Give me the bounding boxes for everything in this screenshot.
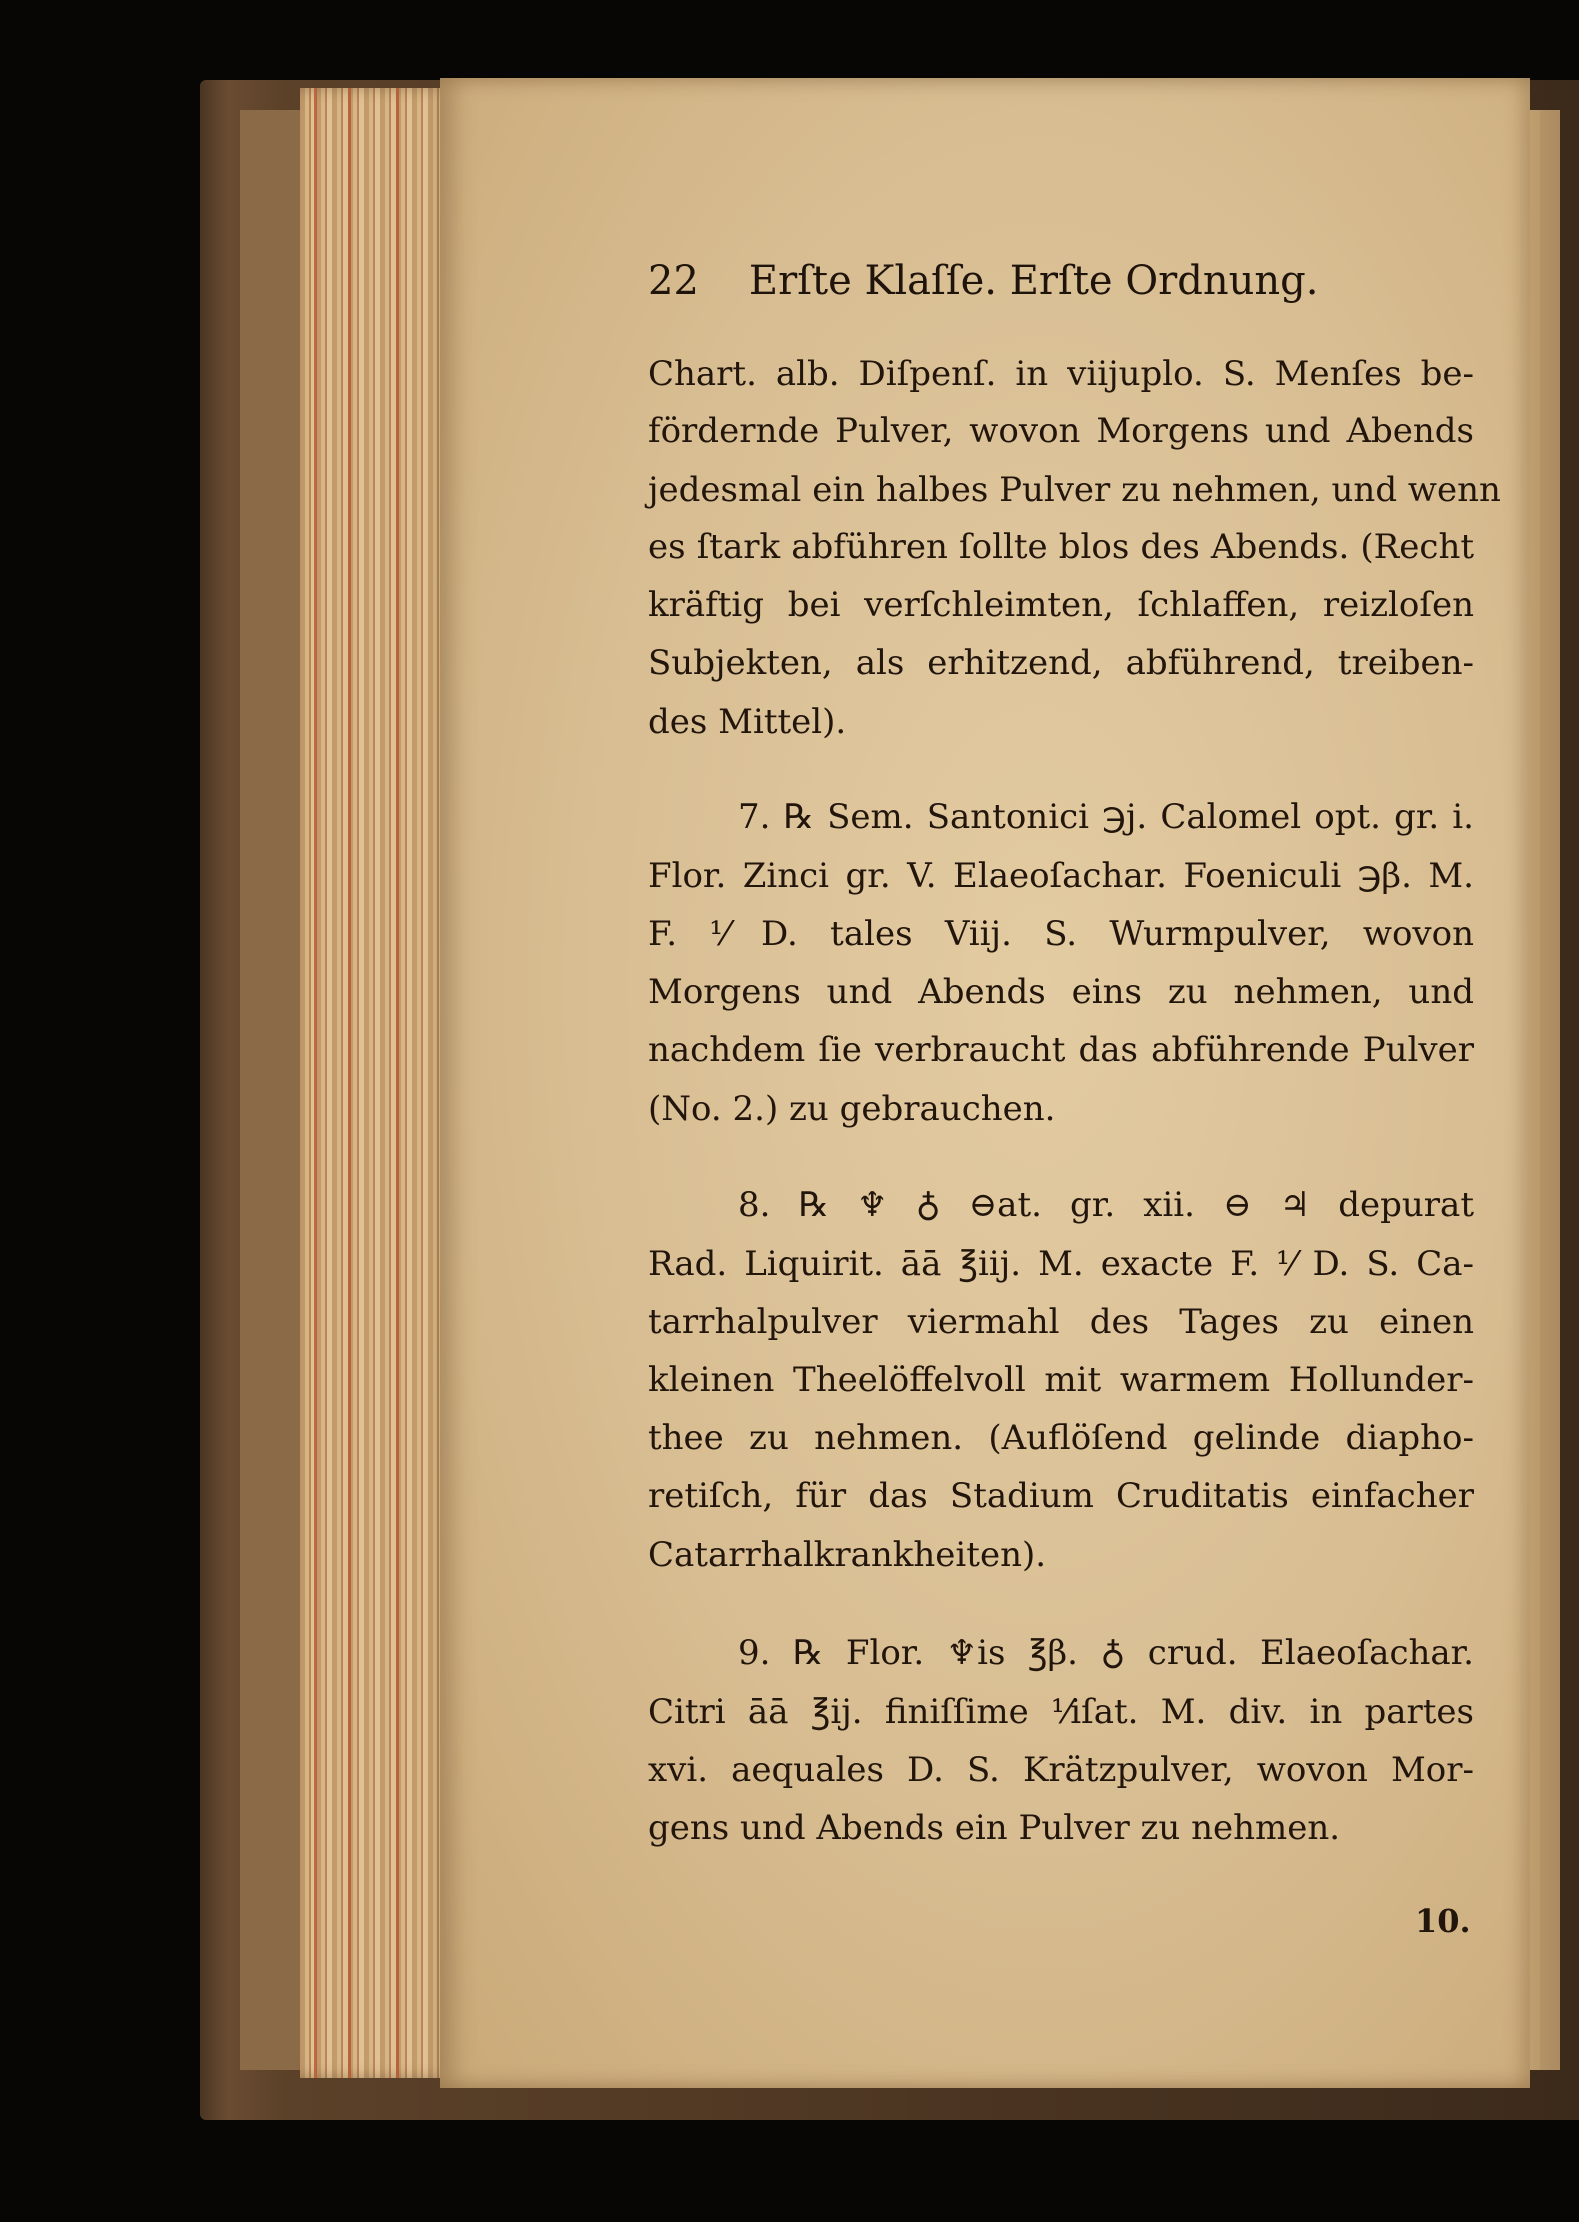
text-line: fördernde Pulver, wovon Morgens und Abends (648, 411, 1474, 451)
text-line: Catarrhalkrankheiten). (648, 1535, 1047, 1575)
text-line: Chart. alb. Diſpenſ. in viijuplo. S. Menſes be- (648, 354, 1474, 394)
running-head-title: Erſte Klaſſe. Erſte Ordnung. (748, 258, 1319, 304)
text-line: Subjekten, als erhitzend, abführend, treiben- (648, 643, 1474, 683)
page-edge-line (348, 88, 351, 2078)
text-line: xvi. aequales D. S. Krätzpulver, wovon Mor- (648, 1750, 1474, 1790)
text-line: 9. ℞ Flor. ♆is ℥β. ♁ crud. Elaeoſachar. (738, 1633, 1474, 1673)
text-line: gens und Abends ein Pulver zu nehmen. (648, 1808, 1341, 1848)
page-number: 22 (648, 258, 699, 304)
running-header (648, 258, 1348, 304)
text-line: 8. ℞ ♆ ♁ ⊖at. gr. xii. ⊖ ♃ depurat (738, 1185, 1474, 1225)
text-line: tarrhalpulver viermahl des Tages zu einen (648, 1302, 1474, 1342)
page-edges (300, 88, 450, 2078)
text-line: Flor. Zinci gr. V. Elaeoſachar. Foeniculi ℈β. M. (648, 856, 1474, 896)
page-edge-line (396, 88, 399, 2078)
text-line: thee zu nehmen. (Auflöſend gelinde diapho- (648, 1418, 1474, 1458)
text-line: (No. 2.) zu gebrauchen. (648, 1089, 1056, 1129)
page-edge-line (314, 88, 317, 2078)
text-line: 7. ℞ Sem. Santonici ℈j. Calomel opt. gr. i. (738, 797, 1474, 837)
text-line: des Mittel). (648, 702, 847, 742)
text-line: es ſtark abführen ſollte blos des Abends. (Recht (648, 527, 1474, 567)
text-line: F. ⅟ D. tales Viij. S. Wurmpulver, wovon (648, 914, 1474, 954)
text-line: retiſch, für das Stadium Cruditatis einfacher (648, 1476, 1474, 1516)
text-line: jedesmal ein halbes Pulver zu nehmen, und wenn (648, 470, 1501, 510)
text-line: kleinen Theelöffelvoll mit warmem Hollunder- (648, 1360, 1474, 1400)
text-line: nachdem ſie verbraucht das abführende Pulver (648, 1030, 1474, 1070)
text-line: Morgens und Abends eins zu nehmen, und (648, 972, 1474, 1012)
text-line: Rad. Liquirit. āā ℥iij. M. exacte F. ⅟ D. S. Ca- (648, 1244, 1474, 1284)
text-line: kräftig bei verſchleimten, ſchlaffen, reizloſen (648, 585, 1474, 625)
text-line: Citri āā ℥ij. finiſſime ⅟iſat. M. div. in partes (648, 1692, 1474, 1732)
catchword: 10. (1415, 1902, 1471, 1940)
